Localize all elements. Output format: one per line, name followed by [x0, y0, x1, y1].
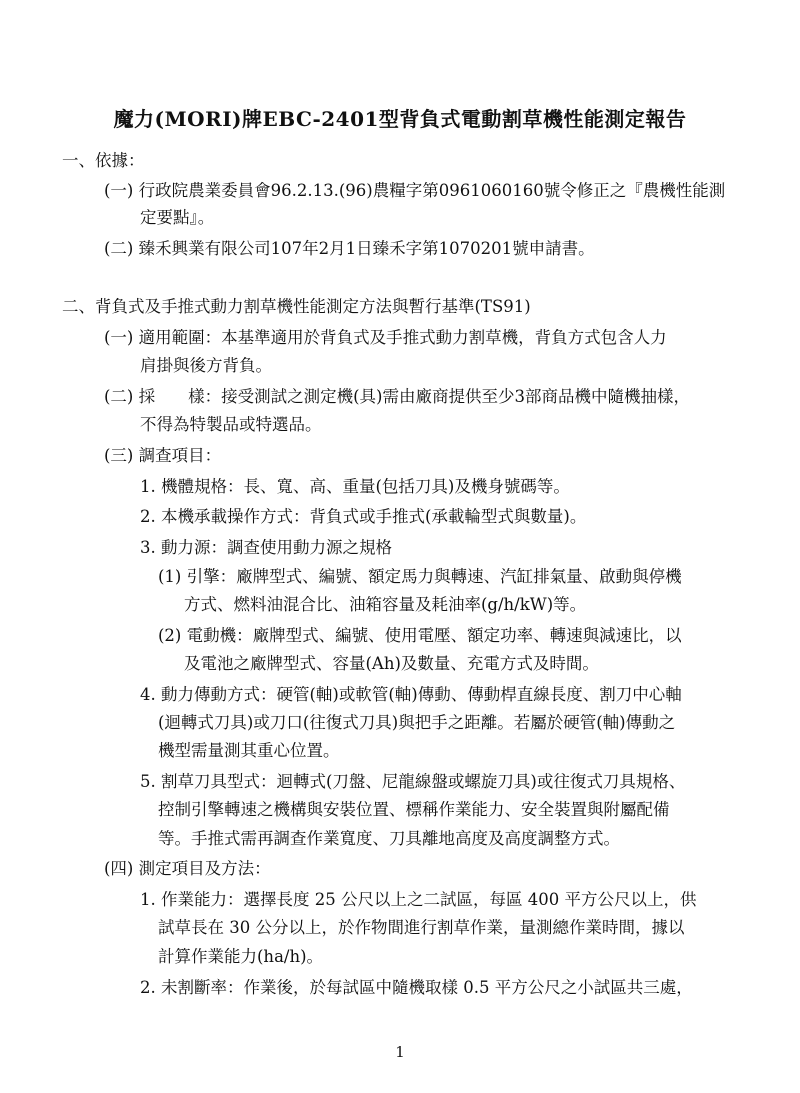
list-item: 3. 動力源：調查使用動力源之規格 [140, 538, 392, 557]
section-heading-method: 二、背負式及手推式動力割草機性能測定方法與暫行基準(TS91) [62, 297, 531, 316]
list-item: 等。手推式需再調查作業寬度、刀具離地高度及高度調整方式。 [158, 829, 620, 848]
paragraph-line: (一) 適用範圍：本基準適用於背負式及手推式動力割草機，背負方式包含人力 [104, 328, 667, 347]
section-heading-basis: 一、依據： [62, 151, 145, 170]
list-item: 5. 割草刀具型式：迴轉式(刀盤、尼龍線盤或螺旋刀具)或往復式刀具規格、 [140, 772, 686, 791]
paragraph-line: (二) 採 樣：接受測試之測定機(具)需由廠商提供至少3部商品機中隨機抽樣， [104, 387, 690, 406]
document-title: 魔力(MORI)牌EBC-2401型背負式電動割草機性能測定報告 [113, 107, 687, 131]
paragraph-line: (二) 臻禾興業有限公司107年2月1日臻禾字第1070201號申請書。 [104, 239, 595, 258]
list-item: 控制引擎轉速之機構與安裝位置、標稱作業能力、安全裝置與附屬配備 [158, 800, 670, 819]
paragraph-line: 肩掛與後方背負。 [140, 356, 272, 375]
list-item: (2) 電動機：廠牌型式、編號、使用電壓、額定功率、轉速與減速比，以 [158, 626, 682, 645]
list-item: 計算作業能力(ha/h)。 [158, 947, 324, 966]
list-item: 1. 作業能力：選擇長度 25 公尺以上之二試區，每區 400 平方公尺以上，供 [140, 890, 697, 909]
subsection-heading: (四) 測定項目及方法： [104, 859, 271, 878]
paragraph-line: 不得為特製品或特選品。 [140, 415, 322, 434]
list-item: 2. 未割斷率：作業後，於每試區中隨機取樣 0.5 平方公尺之小試區共三處， [140, 978, 693, 997]
list-item: (1) 引擎：廠牌型式、編號、額定馬力與轉速、汽缸排氣量、啟動與停機 [158, 567, 682, 586]
paragraph-line: (一) 行政院農業委員會96.2.13.(96)農糧字第0961060160號令修正之『農機性能測 [104, 181, 726, 200]
list-item: 機型需量測其重心位置。 [158, 741, 340, 760]
list-item: 2. 本機承載操作方式：背負式或手推式(承載輪型式與數量)。 [140, 507, 587, 526]
subsection-heading: (三) 調查項目： [104, 446, 222, 465]
list-item: 試草長在 30 公分以上，於作物間進行割草作業，量測總作業時間，據以 [158, 918, 685, 937]
page-number: 1 [395, 1043, 405, 1061]
list-item: 方式、燃料油混合比、油箱容量及耗油率(g/h/kW)等。 [184, 595, 587, 614]
list-item: 及電池之廠牌型式、容量(Ah)及數量、充電方式及時間。 [184, 654, 599, 673]
paragraph-line: 定要點』。 [140, 208, 215, 227]
list-item: (迴轉式刀具)或刀口(往復式刀具)與把手之距離。若屬於硬管(軸)傳動之 [158, 713, 676, 732]
list-item: 1. 機體規格：長、寬、高、重量(包括刀具)及機身號碼等。 [140, 477, 570, 496]
list-item: 4. 動力傳動方式：硬管(軸)或軟管(軸)傳動、傳動桿直線長度、割刀中心軸 [140, 685, 682, 704]
